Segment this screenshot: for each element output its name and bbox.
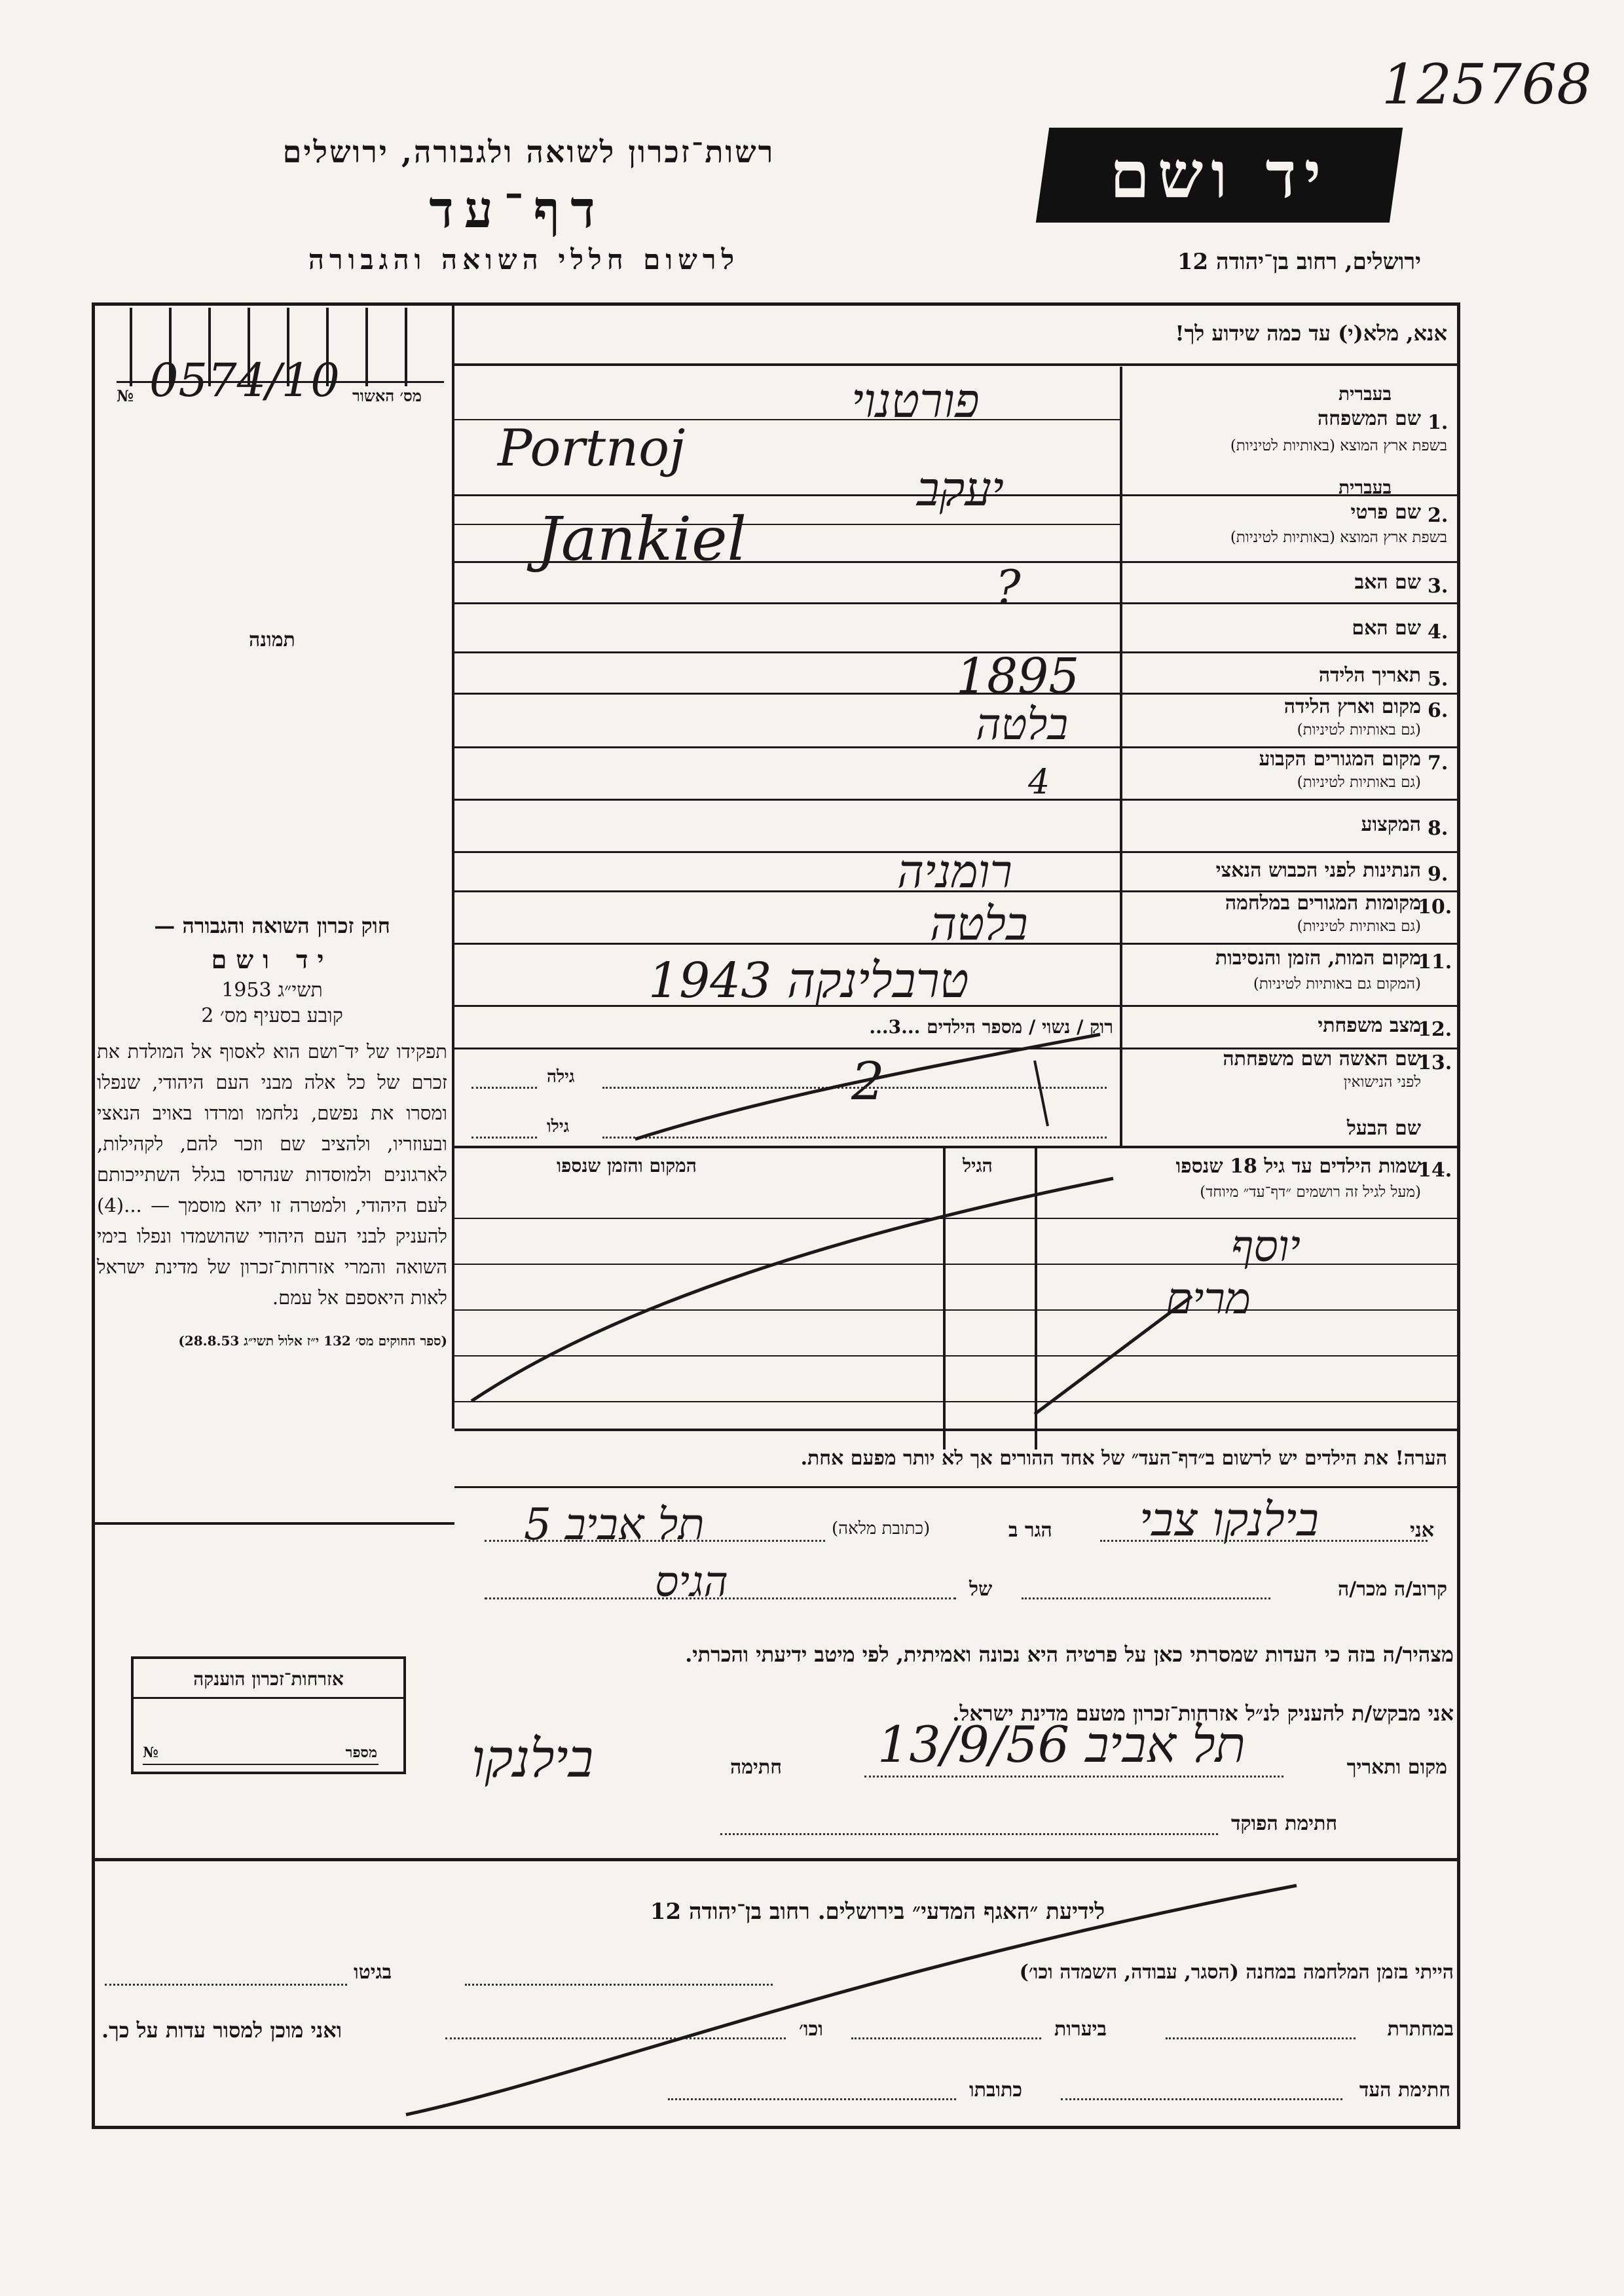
form-subtitle: לרשום חללי השואה והגבורה — [308, 244, 740, 276]
field-11-label: מקום המות, הזמן והנסיבות — [1215, 947, 1421, 970]
bottom-forests: ביערות — [1054, 2018, 1107, 2041]
approval-label: מס׳ האשור — [352, 386, 422, 405]
signature-label: חתימה — [730, 1756, 782, 1779]
surname-hebrew: פורטנוי — [851, 373, 980, 428]
death-place-date: טרבלינקה 1943 — [648, 953, 969, 1009]
field-2-sub: בשפת ארץ המוצא (באותיות לטיניות) — [1230, 529, 1447, 546]
bottom-ready: ואני מוכן למסור עדות על כך. — [101, 2018, 342, 2043]
child-2-name: מרים — [1166, 1273, 1251, 1324]
permanent-residence: 4 — [1028, 763, 1050, 802]
law-clause: קובע בסעיף מס׳ 2 — [201, 1004, 343, 1027]
field-8-label: המקצוע — [1361, 813, 1421, 836]
law-body: תפקידו של יד־ושם הוא לאסוף אל המולדת את זכרם של כל אלה מבני העם היהודי, שנפלו ומסרו את נפשם, נלחמו ומרדו באויב הנאצי ובעוזריו, ולהציב שם וזכר להם, לקהילות, לארגונים ולמוסדות שנהרסו בגלל השתייכותם לעם היהודי, ולמטרה זו יהא מוסמך — ...(4) להעניק לבני העם היהודי שהושמדו ונפלו בימי השואה והמרי אזרחות־זכרון של מדינת ישראל לאות היאספם אל עמם. — [97, 1040, 447, 1309]
father-name: ? — [995, 560, 1021, 615]
memorial-no-sign: № — [143, 1744, 158, 1761]
wife-age-label: גילה — [547, 1067, 575, 1087]
authority-name: רשות־זכרון לשואה ולגבורה, ירושלים — [282, 134, 775, 170]
signature-value: בילנקו — [471, 1728, 594, 1789]
field-1-hebrew-tag: בעברית — [1338, 383, 1392, 405]
law-year: תשי״ג 1953 — [221, 979, 323, 1002]
approval-box — [97, 308, 449, 419]
field-10-label: מקומות המגורים במלחמה — [1225, 892, 1421, 915]
approval-number: 0574/10 — [149, 354, 340, 407]
surname-latin: Portnoj — [498, 419, 686, 478]
child-1-name: יוסף — [1231, 1221, 1301, 1271]
field-7-label: מקום המגורים הקבוע — [1259, 748, 1421, 771]
declarant-of: של — [969, 1578, 993, 1601]
bottom-ghetto: בגיטו — [354, 1961, 392, 1984]
bottom-underground: במחתרת — [1387, 2018, 1454, 2041]
approval-no-sign: № — [117, 386, 134, 405]
declarant-lives: הגר ב — [1008, 1519, 1052, 1542]
official-signature-label: חתימת הפוקד — [1231, 1812, 1338, 1835]
birth-place: בלטה — [976, 699, 1069, 750]
nationality: רומניה — [897, 845, 1012, 898]
photo-label: תמונה — [249, 629, 295, 651]
form-title: דף־עד — [429, 180, 606, 240]
bottom-title: לידיעת ״האגף המדעי״ בירושלים. רחוב בן־יהודה 12 — [650, 1899, 1105, 1925]
field-3-label: שם האב — [1354, 571, 1421, 594]
law-box — [97, 913, 447, 1351]
header-address: ירושלים, רחוב בן־יהודה 12 — [1177, 249, 1421, 275]
memorial-title: אזרחות־זכרון הוענקה — [193, 1668, 344, 1690]
field-6-label: מקום וארץ הלידה — [1283, 695, 1421, 718]
law-title: חוק זכרון השואה והגבורה — — [154, 913, 390, 938]
bottom-strike — [393, 1879, 1310, 2128]
field-6-sub: (גם באותיות לטיניות) — [1297, 721, 1421, 738]
family-status: רוק / נשוי / מספר הילדים ...3... — [869, 1016, 1113, 1038]
children-place-col: המקום והזמן שנספו — [557, 1155, 697, 1176]
field-5-label: תאריך הלידה — [1318, 664, 1421, 687]
children-strike — [458, 1165, 1244, 1427]
children-sub: (מעל לגיל זה רושמים ״דף־עד״ מיוחד) — [1200, 1184, 1421, 1201]
declaration-text: מצהיר/ה בזה כי העדות שמסרתי כאן על פרטיה היא נכונה ואמיתית, לפי מיטב ידיעתי והכרתי. — [685, 1642, 1454, 1667]
bottom-witness-sig: חתימת העד — [1359, 2079, 1450, 2102]
firstname-latin: Jankiel — [537, 504, 747, 574]
yad-vashem-logo — [1036, 128, 1403, 223]
field-7-sub: (גם באותיות לטיניות) — [1297, 774, 1421, 791]
strike-mark — [629, 1021, 1126, 1146]
wife-name: 2 — [851, 1051, 885, 1112]
field-13-sub: לפני הנישואין — [1343, 1074, 1421, 1091]
field-2-hebrew-tag: בעברית — [1338, 477, 1392, 498]
request-text: אני מבקש/ת להעניק לנ״ל אזרחות־זכרון מטעם מדינת ישראל. — [952, 1701, 1454, 1726]
archive-number: 125768 — [1382, 52, 1592, 117]
declarant-relation: הגיס — [655, 1558, 728, 1607]
field-4-label: שם האם — [1352, 617, 1421, 640]
declarant-relative: קרוב/ה מכר/ה — [1338, 1578, 1447, 1601]
birth-date: 1895 — [956, 648, 1080, 704]
children-label: שמות הילדים עד גיל 18 שנספו — [1175, 1155, 1421, 1178]
husband-label: שם הבעל — [1346, 1117, 1421, 1140]
field-11-sub: (המקום גם באותיות לטיניות) — [1253, 975, 1421, 993]
declarant-full-address: (כתובת מלאה) — [832, 1519, 931, 1539]
logo-text: יד ושם — [1109, 137, 1329, 213]
place-date-label: מקום ותאריך — [1346, 1756, 1447, 1779]
declarant-name: בילנקו צבי — [1139, 1493, 1319, 1546]
memorial-citizenship-box — [131, 1656, 406, 1774]
law-logo: יד ושם — [211, 945, 333, 974]
bottom-address: כתובתו — [969, 2079, 1023, 2102]
field-1-label: שם המשפחה — [1317, 407, 1421, 430]
husband-age-label: גילו — [547, 1117, 570, 1137]
law-source: (ספר החוקים מס׳ 132 י״ז אלול תשי״ג 28.8.53) — [178, 1333, 447, 1349]
children-age-col: הגיל — [963, 1155, 993, 1176]
field-12-label: מצב משפחתי — [1318, 1014, 1421, 1037]
testimony-page: 125768 רשות־זכרון לשואה ולגבורה, ירושלים דף־עד לרשום חללי השואה והגבורה יד ושם ירושלים, רחוב בן־יהודה 12 אנא, מלא(י) עד כמה שידוע לך! № 0574/10 מס׳ האשור תמונה 1. שם המשפחה בעברית בשפת ארץ המוצא (באותיות לטיניות) פורטנוי Portnoj 2. שם פרטי בעברית בשפת ארץ המוצא (באותיות לטיניות) יעקב Jankiel 3. שם האב ? 4. שם האם 5. תאריך הלידה 1895 6. מקום וארץ הלידה (גם באותיות לטיניות) בלטה 7. מקום המגורים הקבוע (גם באותיות לטיניות) 4 8. המקצוע 9. הנתינות לפני הכבוש הנאצי רומניה 10. מקומות המגורים במלחמה (גם באותיות לטיניות) בלטה 11. מקום המות, הזמן והנסיבות (המקום גם באותיות לטיניות) טרבלינקה 1943 12. מצב משפחתי רוק / נשוי / מספר הילדים ...3... 13. שם האשה ושם משפחתה לפני הנישואין 2 גילה שם הבעל גילו 14. שמות הילדים עד גיל 18 שנספו (מעל לגיל זה רושמים ״דף־עד״ מיוחד) הגיל המקום והזמן שנספו יוסף מרים חוק זכרון השואה והגבורה — יד ושם תשי״ג 1953 קובע בסעיף מס׳ 2 תפקידו של יד־ושם הוא לאסוף אל המולדת את זכרם של כל אלה מבני העם היהודי, שנפלו ומסרו את נפשם, נלחמו ומרדו באויב הנאצי ובעוזריו, ולהציב שם וזכר להם, לקהילות, לארגונים ולמוסדות שנהרסו בגלל השתייכותם לעם היהודי, ולמטרה זו יהא מוסמך — ...(4) להעניק לבני העם היהודי שהושמדו ונפלו בימי השואה והמרי אזרחות־זכרון של מדינת ישראל לאות היאספם אל עמם. (ספר החוקים מס׳ 132 י״ז אלול תשי״ג 28.8.53) הערה! את הילדים יש לרשום ב״דף־העד״ של אחד ההורים אך לא יותר מפעם אחת. אני בילנקו צבי הגר ב (כתובת מלאה) תל אביב 5 קרוב/ה מכר/ה של הגיס מצהיר/ה בזה כי העדות שמסרתי כאן על פרטיה היא נכונה ואמיתית, לפי מיטב ידיעתי והכרתי. אני מבקש/ת להעניק לנ״ל אזרחות־זכרון מטעם מדינת ישראל. מקום ותאריך תל אביב 13/9/56 חתימה בילנקו חתימת הפוקד אזרחות־זכרון הוענקה מספר № לידיעת ״האגף המדעי״ בירושלים. רחוב בן־יהודה 12 הייתי בזמן המלחמה במחנה (הסגר, עבודה, השמדה וכו׳) בגיטו במחתרת ביערות וכו׳ ואני מוכן למסור עדות על כך. חתימת העד כתובתו — [0, 0, 1624, 2296]
firstname-hebrew: יעקב — [917, 462, 1004, 517]
place-date-value: תל אביב 13/9/56 — [877, 1715, 1246, 1774]
declarant-address: תל אביב 5 — [524, 1499, 705, 1550]
field-10-sub: (גם באותיות לטיניות) — [1297, 918, 1421, 935]
declarant-ani: אני — [1410, 1519, 1434, 1542]
wartime-residence: בלטה — [930, 897, 1028, 951]
instruction: אנא, מלא(י) עד כמה שידוע לך! — [1175, 321, 1447, 346]
field-1-sub: בשפת ארץ המוצא (באותיות לטיניות) — [1230, 437, 1447, 454]
memorial-number-label: מספר — [345, 1744, 377, 1761]
bottom-camp-line: הייתי בזמן המלחמה במחנה (הסגר, עבודה, השמדה וכו׳) — [1019, 1961, 1454, 1984]
bottom-etc: וכו׳ — [799, 2018, 823, 2041]
field-13-label: שם האשה ושם משפחתה — [1223, 1048, 1421, 1070]
children-note: הערה! את הילדים יש לרשום ב״דף־העד״ של אחד ההורים אך לא יותר מפעם אחת. — [800, 1447, 1447, 1470]
field-2-label: שם פרטי — [1350, 501, 1421, 524]
field-9-label: הנתינות לפני הכבוש הנאצי — [1215, 859, 1421, 882]
